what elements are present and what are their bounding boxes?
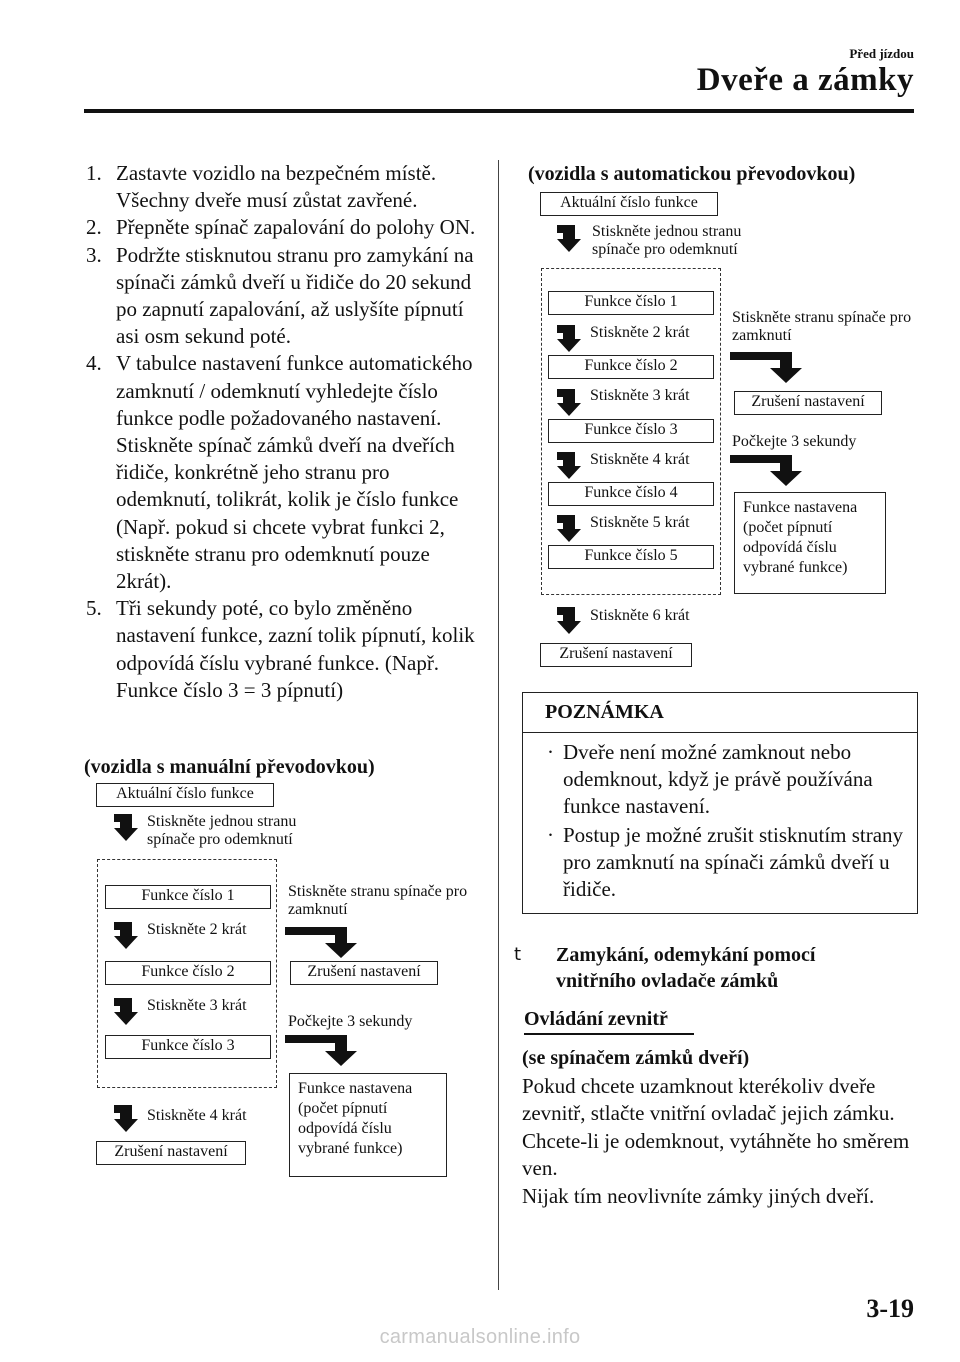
section2-p1: Pokud chcete uzamknout kterékoliv dveře zevnitř, stlačte vnitřní ovladač jejich zámku. (522, 1073, 895, 1125)
manual-current-box: Aktuální číslo funkce (96, 783, 274, 807)
down-arrow-icon (114, 998, 140, 1026)
step-number: 5. (86, 596, 102, 621)
step-item (84, 214, 489, 241)
manual-press3: Stiskněte 3 krát (147, 997, 247, 1014)
manual-press4: Stiskněte 4 krát (147, 1107, 247, 1124)
auto-cancel-bottom: Zrušení nastavení (540, 643, 692, 667)
manual-cancel-bottom: Zrušení nastavení (96, 1141, 246, 1165)
down-arrow-icon (557, 389, 583, 417)
down-arrow-icon (557, 607, 583, 635)
note-item: · Dveře není možné zamknout nebo odemknout, když je právě používána funkce nastavení. (547, 740, 873, 818)
step-text: Přepněte spínač zapalování do polohy ON. (116, 215, 476, 240)
step-text: Podržte stisknutou stranu pro zamykání na spínači zámků dveří u řidiče do 20 sekund po zapnutí zapalování, až uslyšíte pípnutí asi osm sekund poté. (116, 242, 474, 349)
auto-press4: Stiskněte 4 krát (590, 451, 690, 468)
auto-current-box: Aktuální číslo funkce (540, 192, 718, 216)
auto-result-box: Funkce nastavena (počet pípnutí odpovídá číslu vybrané funkce) (734, 492, 886, 594)
down-arrow-icon (114, 814, 140, 842)
down-arrow-icon (557, 452, 583, 480)
section2-p2: Chcete-li je odemknout, vytáhněte ho směrem ven. (522, 1128, 910, 1180)
note-heading: POZNÁMKA (523, 693, 917, 733)
section2-subsub: (se spínačem zámků dveří) (522, 1047, 750, 1069)
header-rule (84, 109, 914, 113)
step-item (84, 242, 489, 351)
auto-func3: Funkce číslo 3 (548, 419, 714, 443)
auto-func1: Funkce číslo 1 (548, 291, 714, 315)
step-number: 4. (86, 351, 102, 376)
note-item-text: Postup je možné zrušit stisknutím strany pro zamknutí na spínači zámků dveří u řidiče. (563, 823, 904, 901)
note-box (522, 692, 918, 914)
section2-subtitle: Ovládání zevnitř (524, 1008, 668, 1030)
auto-press-unlock: Stiskněte jednou stranu spínače pro odemknutí (592, 223, 742, 258)
steps-list (84, 160, 489, 704)
step-item (84, 595, 489, 704)
auto-func5: Funkce číslo 5 (548, 545, 714, 569)
manual-func3: Funkce číslo 3 (105, 1035, 271, 1059)
auto-press6: Stiskněte 6 krát (590, 607, 690, 624)
manual-cancel-right: Zrušení nastavení (290, 961, 438, 985)
bent-arrow-icon (285, 1035, 361, 1067)
bent-arrow-icon (285, 927, 361, 959)
auto-func4: Funkce číslo 4 (548, 482, 714, 506)
auto-press3: Stiskněte 3 krát (590, 387, 690, 404)
manual-press-unlock: Stiskněte jednou stranu spínače pro odemknutí (147, 813, 297, 848)
down-arrow-icon (557, 515, 583, 543)
auto-title: (vozidla s automatickou převodovkou) (528, 163, 856, 185)
manual-press2: Stiskněte 2 krát (147, 921, 247, 938)
auto-press2: Stiskněte 2 krát (590, 324, 690, 341)
step-text: Zastavte vozidlo na bezpečném místě. Všechny dveře musí zůstat zavřené. (116, 161, 437, 213)
down-arrow-icon (557, 325, 583, 353)
step-number: 2. (86, 215, 102, 240)
auto-cancel-right: Zrušení nastavení (734, 391, 882, 415)
down-arrow-icon (114, 1105, 140, 1133)
manual-func1: Funkce číslo 1 (105, 885, 271, 909)
watermark: carmanualsonline.info (379, 1326, 581, 1348)
bent-arrow-icon (730, 455, 806, 487)
section2-body (522, 1045, 922, 1210)
step-text: V tabulce nastavení funkce automatického zamknutí / odemknutí vyhledejte číslo funkce podle požadovaného nastavení. Stiskněte spínač zámků dveří na dveřích řidiče, konkrétně jeho stranu pro odemknutí, tolikrát, kolik je číslo funkce (Např. pokud si chcete vybrat funkci 2, stiskněte stranu pro odemknutí pouze 2krát). (116, 351, 473, 594)
section2-p3: Nijak tím neovlivníte zámky jiných dveří. (522, 1183, 875, 1208)
section2-title: Zamykání, odemykání pomocí vnitřního ovladače zámků (556, 944, 816, 992)
auto-press5: Stiskněte 5 krát (590, 514, 690, 531)
page-number: 3-19 (866, 1294, 914, 1323)
down-arrow-icon (557, 225, 583, 253)
note-item: · Postup je možné zrušit stisknutím strany pro zamknutí na spínači zámků dveří u řidiče. (547, 823, 904, 901)
page-title: Dveře a zámky (696, 62, 914, 98)
section-marker: t (514, 944, 522, 965)
step-item (84, 160, 489, 214)
manual-wait: Počkejte 3 sekundy (288, 1013, 413, 1030)
auto-wait: Počkejte 3 sekundy (732, 433, 857, 450)
column-divider (498, 160, 499, 1290)
section-label: Před jízdou (849, 46, 914, 61)
manual-func2: Funkce číslo 2 (105, 961, 271, 985)
bent-arrow-icon (730, 352, 806, 384)
step-text: Tři sekundy poté, co bylo změněno nastavení funkce, zazní tolik pípnutí, kolik odpovídá číslu vybrané funkce. (Např. Funkce číslo 3 = 3 pípnutí) (116, 596, 475, 702)
step-number: 1. (86, 161, 102, 185)
step-item (84, 350, 489, 595)
down-arrow-icon (114, 922, 140, 950)
subtitle-underline (524, 1033, 694, 1035)
step-number: 3. (86, 242, 102, 267)
auto-func2: Funkce číslo 2 (548, 355, 714, 379)
manual-press-lock: Stiskněte stranu spínače pro zamknutí (288, 883, 468, 918)
manual-title: (vozidla s manuální převodovkou) (84, 756, 375, 778)
section2-heading (514, 942, 896, 994)
auto-press-lock: Stiskněte stranu spínače pro zamknutí (732, 309, 912, 344)
manual-result-box: Funkce nastavena (počet pípnutí odpovídá číslu vybrané funkce) (289, 1073, 447, 1177)
note-item-text: Dveře není možné zamknout nebo odemknout, když je právě používána funkce nastavení. (563, 740, 873, 818)
